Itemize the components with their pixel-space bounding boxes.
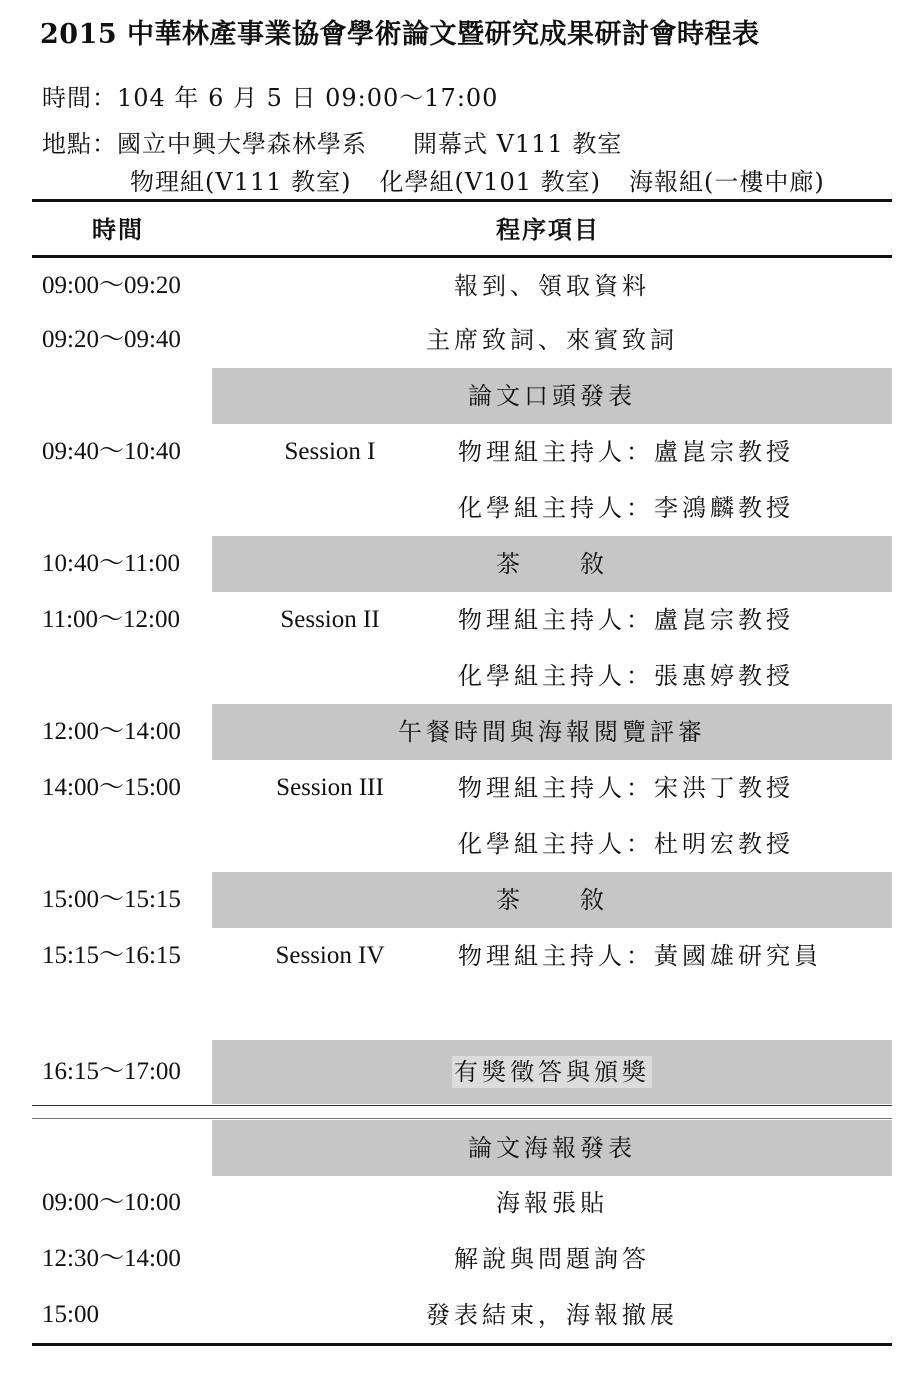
band-label: 論文海報發表 [212,1120,892,1176]
lunch-row [32,704,892,760]
session-label: Session I [284,438,376,465]
table-bottom-rule [32,1343,892,1346]
session-row [32,760,892,816]
session-row [32,648,892,704]
row-time: 11:00～12:00 [42,606,180,633]
schedule-row [32,1231,892,1287]
event-location [42,124,622,159]
row-time: 12:30～14:00 [42,1245,181,1272]
row-item: 解說與問題詢答 [454,1245,650,1273]
row-time: 10:40～11:00 [42,550,180,577]
host-chemistry: 化學組主持人：杜明宏教授 [458,830,794,858]
column-header-time: 時間 [92,215,144,244]
poster-room: 海報組(一樓中廊) [629,168,825,196]
chemistry-room: 化學組(V101 教室) [379,168,601,196]
row-time: 09:20～09:40 [42,326,181,353]
row-time: 09:00～09:20 [42,272,181,299]
band-label: 茶 敘 [212,536,892,592]
row-time: 09:40～10:40 [42,438,181,465]
host-physics: 物理組主持人：盧崑宗教授 [458,438,794,466]
row-item: 報到、領取資料 [454,272,650,300]
row-time: 15:00～15:15 [42,886,181,913]
schedule-row [32,312,892,368]
event-time: 時間：104 年 6 月 5 日 09:00～17:00 [42,84,499,112]
band-label: 茶 敘 [212,872,892,928]
row-item: 海報張貼 [496,1189,608,1217]
band-label: 午餐時間與海報閱覽評審 [212,704,892,760]
session-row [32,816,892,872]
host-physics: 物理組主持人：宋洪丁教授 [458,774,794,802]
physics-room: 物理組(V111 教室) [130,168,352,196]
section-band-poster [32,1120,892,1176]
session-label: Session II [280,606,380,633]
band-label: 有獎徵答與頒獎 [454,1058,650,1086]
band-label: 論文口頭發表 [212,368,892,424]
row-time: 15:15～16:15 [42,942,181,969]
column-header-program: 程序項目 [496,215,600,244]
table-top-rule [32,199,892,202]
row-time: 12:00～14:00 [42,718,181,745]
schedule-row [32,1175,892,1231]
section-divider-1 [32,1105,892,1106]
session-row [32,424,892,480]
band-container [212,1040,892,1104]
row-item: 發表結束，海報撤展 [426,1301,678,1329]
session-label: Session IV [275,942,385,969]
page-title: 2015 中華林產事業協會學術論文暨研究成果研討會時程表 [40,19,760,50]
session-label: Session III [276,774,384,801]
session-row [32,928,892,984]
host-physics: 物理組主持人：黃國雄研究員 [458,942,822,970]
room-list [130,162,825,197]
location-name: 國立中興大學森林學系 [117,130,367,158]
session-row [32,480,892,536]
row-time: 09:00～10:00 [42,1189,181,1216]
tea-break-row [32,872,892,928]
opening-room: 開幕式 V111 教室 [413,130,623,158]
host-chemistry: 化學組主持人：張惠婷教授 [458,662,794,690]
award-row [32,1040,892,1104]
section-divider-2 [32,1118,892,1119]
row-item: 主席致詞、來賓致詞 [426,326,678,354]
row-time: 16:15～17:00 [42,1058,181,1085]
schedule-row [32,258,892,314]
schedule-row [32,1287,892,1343]
tea-break-row [32,536,892,592]
row-time: 15:00 [42,1301,99,1328]
host-physics: 物理組主持人：盧崑宗教授 [458,606,794,634]
location-label: 地點： [42,130,117,158]
row-time: 14:00～15:00 [42,774,181,801]
session-row [32,592,892,648]
section-band-oral [32,368,892,424]
host-chemistry: 化學組主持人：李鴻麟教授 [458,494,794,522]
